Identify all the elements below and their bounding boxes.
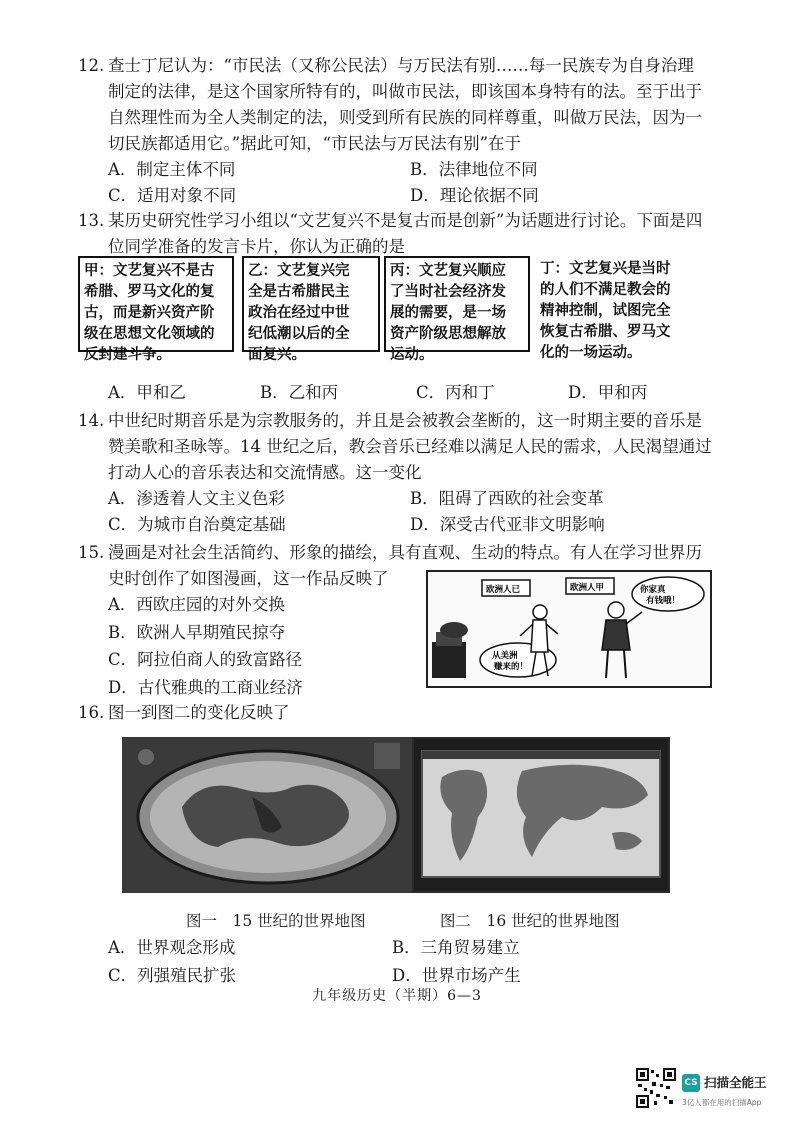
option-b[interactable]: B．阻碍了西欧的社会变革 bbox=[410, 489, 604, 508]
world-maps-illustration bbox=[122, 737, 670, 893]
question-line: 漫画是对社会生活简约、形象的描绘，具有直观、生动的特点。有人在学习世界历 bbox=[108, 543, 702, 562]
watermark-name: 扫描全能王 bbox=[704, 1075, 767, 1090]
card-line: 展的需要，是一场 bbox=[390, 305, 506, 321]
question-number: 12. bbox=[78, 56, 105, 75]
option-a[interactable]: A．世界观念形成 bbox=[108, 938, 236, 957]
question-line: 中世纪时期音乐是为宗教服务的，并且是会被教会垄断的，这一时期主要的音乐是 bbox=[108, 411, 702, 430]
card-line: 政治在经过中世 bbox=[248, 305, 350, 321]
card-line: 化的一场运动。 bbox=[540, 345, 642, 361]
card-yi bbox=[242, 256, 380, 363]
options-row bbox=[108, 157, 708, 183]
card-line: 运动。 bbox=[390, 347, 434, 363]
options-row bbox=[108, 183, 708, 209]
card-line: 甲：文艺复兴不是古 bbox=[84, 263, 215, 279]
option-c[interactable]: C．为城市自治奠定基础 bbox=[108, 515, 286, 534]
question-line: 打动人心的音乐表达和交流情感。这一变化 bbox=[108, 463, 422, 482]
card-bing bbox=[384, 256, 530, 363]
option-b[interactable]: B．法律地位不同 bbox=[410, 160, 538, 179]
figure-2-caption: 图二 16 世纪的世界地图 bbox=[440, 912, 620, 930]
card-line: 的人们不满足教会的 bbox=[540, 282, 671, 298]
cartoon-label-2: 欧洲人甲 bbox=[570, 583, 605, 593]
world-maps-figure bbox=[122, 737, 670, 893]
cartoon-label-1: 欧洲人已 bbox=[486, 585, 521, 595]
scanner-watermark bbox=[636, 1066, 794, 1116]
card-line: 纪低潮以后的全 bbox=[248, 326, 350, 342]
option-c[interactable]: C．适用对象不同 bbox=[108, 186, 237, 205]
question-line: 切民族都适用它。”据此可知，“市民法与万民法有别”在于 bbox=[108, 134, 522, 153]
colonial-cartoon bbox=[426, 570, 712, 688]
bubble-text-2a: 从美洲 bbox=[492, 651, 518, 661]
qr-code-icon bbox=[636, 1068, 676, 1108]
question-line: 自然理性而为全人类制定的法，则受到所有民族的同样尊重，叫做万民法，因为一 bbox=[108, 108, 702, 127]
card-line: 全是古希腊民主 bbox=[248, 284, 350, 300]
question-line: 查士丁尼认为：“市民法（又称公民法）与万民法有别……每一民族专为自身治理 bbox=[108, 56, 694, 75]
camscanner-logo-icon: CS bbox=[682, 1074, 700, 1092]
option-a[interactable]: A．甲和乙 bbox=[108, 383, 186, 402]
bubble-text-1a: 你家真 bbox=[640, 585, 666, 595]
option-d[interactable]: D．理论依据不同 bbox=[410, 186, 539, 205]
card-line: 丁：文艺复兴是当时 bbox=[540, 261, 671, 277]
question-13 bbox=[80, 208, 720, 260]
bubble-text-2b: 赚来的！ bbox=[494, 662, 529, 672]
option-a[interactable]: A．渗透着人文主义色彩 bbox=[108, 489, 285, 508]
options-row bbox=[108, 486, 708, 512]
page-footer: 九年级历史（半期）6—3 bbox=[312, 988, 482, 1004]
option-d[interactable]: D．深受古代亚非文明影响 bbox=[410, 515, 605, 534]
option-c[interactable]: C．阿拉伯商人的致富路径 bbox=[108, 650, 303, 669]
option-d[interactable]: D．甲和丙 bbox=[568, 383, 648, 402]
bubble-text-1b: 有钱哦！ bbox=[646, 596, 681, 606]
question-14 bbox=[80, 408, 720, 486]
card-line: 希腊、罗马文化的复 bbox=[84, 284, 215, 300]
cartoon-illustration bbox=[428, 572, 710, 686]
card-line: 精神控制，试图完全 bbox=[540, 303, 671, 319]
card-line: 乙：文艺复兴完 bbox=[248, 263, 350, 279]
question-number: 15. bbox=[78, 543, 105, 562]
question-number: 14. bbox=[78, 411, 105, 430]
question-16 bbox=[80, 700, 720, 726]
speech-cards bbox=[78, 256, 708, 363]
card-line: 资产阶级思想解放 bbox=[390, 326, 506, 342]
option-b[interactable]: B．三角贸易建立 bbox=[392, 938, 520, 957]
question-line: 图一到图二的变化反映了 bbox=[108, 703, 290, 722]
options-row bbox=[108, 935, 708, 961]
card-line: 丙：文艺复兴顺应 bbox=[390, 263, 506, 279]
question-12 bbox=[80, 53, 720, 157]
option-d[interactable]: D．古代雅典的工商业经济 bbox=[108, 678, 303, 697]
question-line: 制定的法律，是这个国家所特有的，叫做市民法，即该国本身特有的法。至于出于 bbox=[108, 82, 702, 101]
question-line: 位同学准备的发言卡片，你认为正确的是 bbox=[108, 237, 405, 256]
card-line: 恢复古希腊、罗马文 bbox=[540, 324, 671, 340]
figure-1-caption: 图一 15 世纪的世界地图 bbox=[186, 912, 366, 930]
question-line: 史时创作了如图漫画，这一作品反映了 bbox=[108, 569, 389, 588]
question-line: 某历史研究性学习小组以“文艺复兴不是复古而是创新”为话题进行讨论。下面是四 bbox=[108, 211, 703, 230]
option-b[interactable]: B．乙和丙 bbox=[260, 383, 339, 402]
question-number: 13. bbox=[78, 211, 105, 230]
card-line: 了当时社会经济发 bbox=[390, 284, 506, 300]
question-line: 赞美歌和圣咏等。14 世纪之后，教会音乐已经难以满足人民的需求，人民渴望通过 bbox=[108, 437, 712, 456]
option-c[interactable]: C．丙和丁 bbox=[416, 383, 495, 402]
option-b[interactable]: B．欧洲人早期殖民掠夺 bbox=[108, 623, 286, 642]
options-row bbox=[108, 512, 708, 538]
option-a[interactable]: A．西欧庄园的对外交换 bbox=[108, 595, 285, 614]
card-line: 古，而是新兴资产阶 bbox=[84, 305, 215, 321]
question-number: 16. bbox=[78, 703, 105, 722]
card-line: 级在思想文化领域的 bbox=[84, 326, 215, 342]
card-line: 反封建斗争。 bbox=[84, 347, 171, 363]
card-line: 面复兴。 bbox=[248, 347, 306, 363]
card-jia bbox=[78, 256, 234, 363]
option-a[interactable]: A．制定主体不同 bbox=[108, 160, 236, 179]
card-ding bbox=[536, 256, 708, 361]
option-d[interactable]: D．世界市场产生 bbox=[392, 966, 521, 985]
option-c[interactable]: C．列强殖民扩张 bbox=[108, 966, 237, 985]
watermark-subtitle: 3亿人都在用的扫描App bbox=[682, 1098, 762, 1107]
options-row bbox=[108, 380, 708, 406]
